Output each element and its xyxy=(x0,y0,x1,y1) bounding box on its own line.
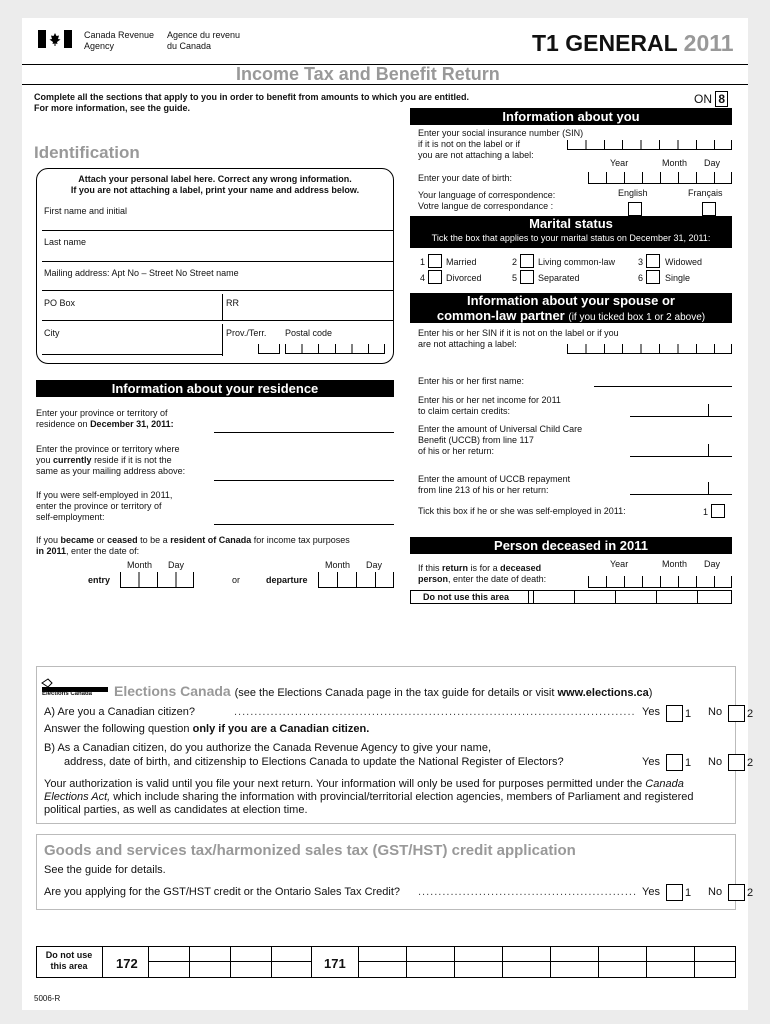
gst-no-checkbox[interactable] xyxy=(728,884,745,901)
divorced-checkbox[interactable] xyxy=(428,270,442,284)
qb-no-checkbox[interactable] xyxy=(728,754,745,771)
qa-no-checkbox[interactable] xyxy=(728,705,745,722)
gst-see-guide: See the guide for details. xyxy=(44,864,166,876)
qa-no-num: 2 xyxy=(747,708,754,720)
spouse-header: Information about your spouse or common-law partner (if you ticked box 1 or 2 above) xyxy=(410,293,732,323)
form-title: T1 GENERAL 2011 xyxy=(532,30,734,56)
elections-qa-leader: ................................................................................................... xyxy=(234,706,636,718)
sin-field[interactable] xyxy=(567,140,732,150)
departure-date-field[interactable] xyxy=(318,572,394,588)
label-note-1: Attach your personal label here. Correct any wrong information. xyxy=(78,174,352,184)
entry-day-label: Day xyxy=(168,560,185,570)
canada-flag-icon xyxy=(38,30,72,48)
widowed-num: 3 xyxy=(638,257,644,267)
gst-leader: ...................................................... xyxy=(418,886,638,898)
province-code: ON 8 xyxy=(694,92,728,106)
po-box-label: PO Box xyxy=(44,298,76,308)
death-date-field[interactable] xyxy=(588,576,732,588)
qb-no-num: 2 xyxy=(747,757,754,769)
identification-box xyxy=(36,168,394,364)
instructions-line-2: For more information, see the guide. xyxy=(34,103,191,113)
qa-yes-checkbox[interactable] xyxy=(666,705,683,722)
spouse-sin-label: Enter his or her SIN if it is not on the label or if you are not attaching a label: xyxy=(418,328,619,349)
gst-yes-checkbox[interactable] xyxy=(666,884,683,901)
dob-label: Enter your date of birth: xyxy=(418,173,513,183)
single-num: 6 xyxy=(638,273,644,283)
elections-title-line: Elections Canada (see the Elections Canada page in the tax guide for details or visit www.elections.ca) xyxy=(114,683,653,699)
deceased-do-not-use-area: Do not use this area xyxy=(410,590,732,604)
common-law-label: Living common-law xyxy=(538,257,616,267)
divorced-label: Divorced xyxy=(446,273,482,283)
deceased-label: If this return is for a deceased person, enter the date of death: xyxy=(418,563,547,584)
code-171: 171 xyxy=(324,956,346,971)
separated-num: 5 xyxy=(512,273,518,283)
first-name-label: First name and initial xyxy=(44,206,128,216)
qa-yes-label: Yes xyxy=(642,706,660,718)
elections-question-b-1: B) As a Canadian citizen, do you authorize the Canada Revenue Agency to give your name, xyxy=(44,742,492,754)
instructions-line-1: Complete all the sections that apply to you in order to benefit from amounts to which you are entitled. xyxy=(34,92,470,102)
label-note-2: If you are not attaching a label, print your name and address below. xyxy=(70,185,360,195)
spouse-self-employed-checkbox[interactable] xyxy=(711,504,725,518)
about-you-title: Information about you xyxy=(410,108,732,125)
last-name-field[interactable] xyxy=(42,261,394,262)
francais-checkbox[interactable] xyxy=(702,202,716,216)
qb-no-label: No xyxy=(708,756,723,768)
spouse-income-field[interactable] xyxy=(630,416,732,417)
postal-code-field[interactable] xyxy=(285,344,385,354)
residence-q3: If you were self-employed in 2011, enter the province or territory of self-employment: xyxy=(36,490,173,522)
residence-q2: Enter the province or territory where you currently reside if it is not the same as your mailing address above: xyxy=(36,444,186,476)
separated-checkbox[interactable] xyxy=(520,270,534,284)
dob-day-label: Day xyxy=(704,158,721,168)
residence-q4: If you became or ceased to be a resident of Canada for income tax purposes in 2011, enter the date of: xyxy=(36,535,350,556)
mailing-address-label: Mailing address: Apt No – Street No Street name xyxy=(44,268,239,278)
tax-form-page xyxy=(22,18,754,1010)
single-label: Single xyxy=(665,273,691,283)
self-employment-province-field[interactable] xyxy=(214,524,394,525)
identification-title: Identification xyxy=(34,143,140,162)
residence-title: Information about your residence xyxy=(36,380,394,397)
language-label: Your language of correspondence: Votre langue de correspondance : xyxy=(418,190,556,211)
spouse-uccb-field[interactable] xyxy=(630,456,732,457)
po-box-field[interactable] xyxy=(42,320,394,321)
married-label: Married xyxy=(446,257,477,267)
gst-title: Goods and services tax/harmonized sales tax (GST/HST) credit application xyxy=(44,842,576,859)
gst-no-num: 2 xyxy=(747,887,754,899)
departure-day-label: Day xyxy=(366,560,383,570)
current-province-field[interactable] xyxy=(214,480,394,481)
qa-no-label: No xyxy=(708,706,723,718)
city-label: City xyxy=(44,328,60,338)
rr-label: RR xyxy=(226,298,239,308)
dob-month-label: Month xyxy=(662,158,688,168)
form-number: 5006-R xyxy=(34,994,61,1003)
spouse-self-employed-label: Tick this box if he or she was self-employed in 2011: xyxy=(418,506,626,516)
spouse-income-label: Enter his or her net income for 2011 to claim certain credits: xyxy=(418,395,561,416)
qb-yes-num: 1 xyxy=(685,757,692,769)
widowed-checkbox[interactable] xyxy=(646,254,660,268)
agency-name-fr: Agence du revenu du Canada xyxy=(167,30,241,51)
form-subtitle: Income Tax and Benefit Return xyxy=(236,64,500,84)
death-year-label: Year xyxy=(610,559,629,569)
english-label: English xyxy=(618,188,648,198)
qb-yes-label: Yes xyxy=(642,756,660,768)
spouse-repay-label: Enter the amount of UCCB repayment from line 213 of his or her return: xyxy=(418,474,571,495)
elections-question-a: A) Are you a Canadian citizen? xyxy=(44,706,196,718)
residence-q1: Enter your province or territory of residence on December 31, 2011: xyxy=(36,408,174,429)
prov-terr-label: Prov./Terr. xyxy=(226,328,267,338)
code-172: 172 xyxy=(116,956,138,971)
sin-label: Enter your social insurance number (SIN) if it is not on the label or if you are not attaching a label: xyxy=(418,128,584,160)
english-checkbox[interactable] xyxy=(628,202,642,216)
entry-month-label: Month xyxy=(127,560,153,570)
married-checkbox[interactable] xyxy=(428,254,442,268)
gst-yes-label: Yes xyxy=(642,886,660,898)
postal-code-label: Postal code xyxy=(285,328,333,338)
first-name-field[interactable] xyxy=(42,230,394,231)
prov-terr-field[interactable] xyxy=(258,344,280,354)
entry-date-field[interactable] xyxy=(120,572,194,588)
footer-do-not-use-label: Do not use this area xyxy=(45,950,93,971)
qa-yes-num: 1 xyxy=(685,708,692,720)
qb-yes-checkbox[interactable] xyxy=(666,754,683,771)
last-name-label: Last name xyxy=(44,237,87,247)
gst-yes-num: 1 xyxy=(685,887,692,899)
dob-year-label: Year xyxy=(610,158,629,168)
spouse-uccb-label: Enter the amount of Universal Child Care Benefit (UCCB) from line 117 of his or her return: xyxy=(418,424,583,456)
divorced-num: 4 xyxy=(420,273,426,283)
elections-answer-note: Answer the following question only if you are a Canadian citizen. xyxy=(44,723,370,735)
spouse-sin-field[interactable] xyxy=(567,344,732,354)
entry-label: entry xyxy=(88,575,111,585)
or-label: or xyxy=(232,575,241,585)
residence-province-field[interactable] xyxy=(214,432,394,433)
departure-month-label: Month xyxy=(325,560,351,570)
dob-field[interactable] xyxy=(588,172,732,184)
spouse-first-name-label: Enter his or her first name: xyxy=(418,376,525,386)
marital-header: Marital status Tick the box that applies to your marital status on December 31, 2011: xyxy=(410,216,732,248)
widowed-label: Widowed xyxy=(665,257,703,267)
single-checkbox[interactable] xyxy=(646,270,660,284)
death-day-label: Day xyxy=(704,559,721,569)
gst-question: Are you applying for the GST/HST credit or the Ontario Sales Tax Credit? xyxy=(44,886,401,898)
mailing-address-field[interactable] xyxy=(42,290,394,291)
francais-label: Français xyxy=(688,188,723,198)
departure-label: departure xyxy=(266,575,308,585)
deceased-title: Person deceased in 2011 xyxy=(410,537,732,554)
spouse-repay-field[interactable] xyxy=(630,494,732,495)
spouse-first-name-field[interactable] xyxy=(594,386,732,387)
gst-no-label: No xyxy=(708,886,723,898)
common-law-checkbox[interactable] xyxy=(520,254,534,268)
death-month-label: Month xyxy=(662,559,688,569)
common-law-num: 2 xyxy=(512,257,518,267)
elections-logo-icon: Elections Canada xyxy=(40,677,110,699)
city-field[interactable] xyxy=(42,354,222,355)
agency-name-en: Canada Revenue Agency xyxy=(84,30,155,51)
elections-question-b-2: address, date of birth, and citizenship to Elections Canada to update the National Register of Electors? xyxy=(64,756,564,768)
married-num: 1 xyxy=(420,257,426,267)
separated-label: Separated xyxy=(538,273,580,283)
elections-authorization: Your authorization is valid until you file your next return. Your information will only be used for purposes permitted under the Canada Elections Act, which include sharing the information with provincial/territorial election agencies, members of Parliament and registered political parties, as well as candidates at election time. xyxy=(44,778,694,816)
spouse-self-employed-num: 1 xyxy=(703,507,709,517)
